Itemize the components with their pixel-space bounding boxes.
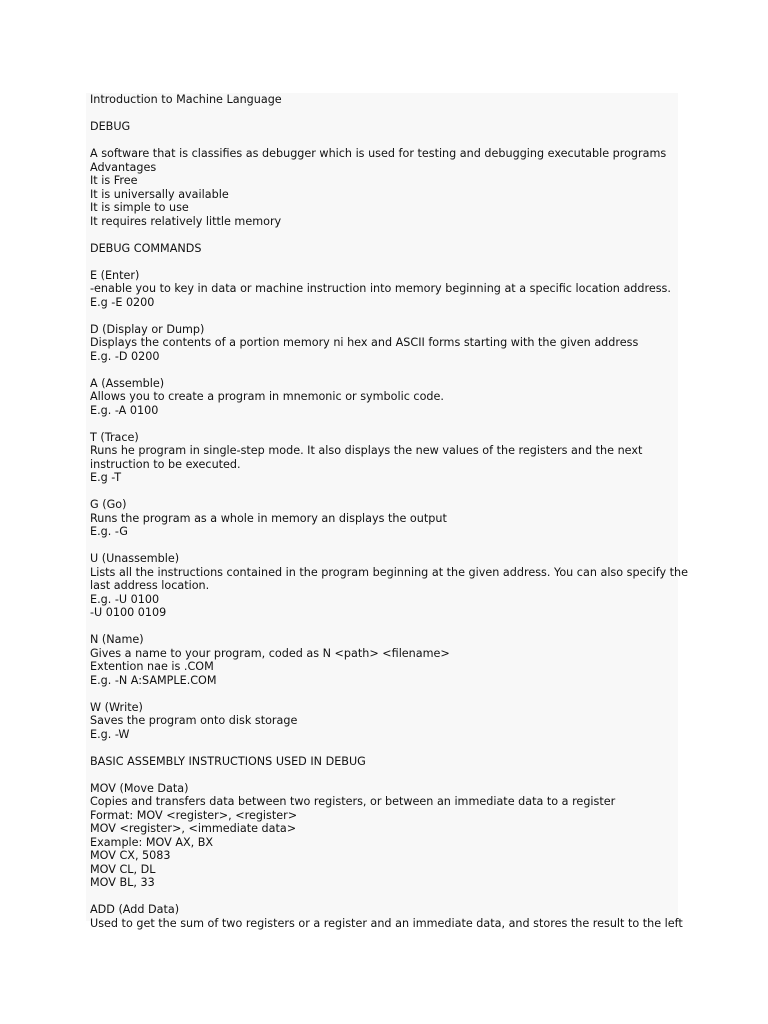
blank-line: [90, 687, 674, 701]
blank-line: [90, 107, 674, 121]
section-heading: W (Write): [90, 700, 143, 714]
blank-line: [90, 255, 674, 269]
section-heading: ADD (Add Data): [90, 903, 180, 916]
section-heading: MOV (Move Data): [90, 781, 189, 795]
section-line: Lists all the instructions contained in the program beginning at the given address. You can also specify the: [90, 565, 689, 579]
section-line: E.g. -N A:SAMPLE.COM: [90, 673, 217, 687]
section-line: It is simple to use: [90, 201, 189, 214]
section-line: -U 0100 0109: [90, 606, 167, 619]
section-heading: BASIC ASSEMBLY INSTRUCTIONS USED IN DEBUG: [90, 754, 366, 768]
section-heading: U (Unassemble): [90, 552, 180, 565]
document-section: [90, 903, 683, 930]
section-line: instruction to be executed.: [90, 457, 241, 471]
section-line: It requires relatively little memory: [90, 214, 282, 228]
document-section: [90, 323, 674, 377]
blank-line: [90, 228, 674, 242]
blank-line: [90, 363, 674, 377]
blank-line: [90, 620, 674, 634]
section-line: Used to get the sum of two registers or a register and an immediate data, and stores the result to the left: [90, 916, 683, 930]
section-line: Copies and transfers data between two registers, or between an immediate data to a register: [90, 795, 616, 808]
blank-line: [90, 890, 674, 904]
section-line: E.g. -A 0100: [90, 403, 159, 417]
section-heading: E (Enter): [90, 268, 140, 282]
section-line: MOV BL, 33: [90, 876, 155, 889]
document-section: [90, 498, 674, 552]
document-section: [90, 269, 674, 323]
document-section: [90, 242, 674, 269]
section-line: E.g. -W: [90, 727, 130, 741]
blank-line: [90, 741, 674, 755]
section-line: Format: MOV <register>, <register>: [90, 808, 298, 822]
section-heading: D (Display or Dump): [90, 322, 205, 336]
document-text-panel: [86, 93, 689, 930]
document-section: [90, 701, 674, 755]
section-line: Allows you to create a program in mnemonic or symbolic code.: [90, 390, 444, 403]
section-line: Saves the program onto disk storage: [90, 714, 298, 727]
section-heading: G (Go): [90, 498, 127, 511]
section-heading: A (Assemble): [90, 376, 165, 390]
section-heading: DEBUG: [90, 120, 131, 133]
section-line: It is universally available: [90, 187, 229, 201]
section-line: Displays the contents of a portion memory ni hex and ASCII forms starting with the given address: [90, 336, 639, 349]
document-section: [90, 147, 674, 242]
blank-line: [90, 485, 674, 499]
section-line: -enable you to key in data or machine instruction into memory beginning at a specific location address.: [90, 282, 671, 295]
section-heading: T (Trace): [90, 430, 139, 444]
section-line: E.g. -D 0200: [90, 349, 160, 363]
document-content: [86, 93, 689, 930]
document-section: [90, 377, 674, 431]
section-line: Runs the program as a whole in memory an displays the output: [90, 511, 447, 525]
document-section: [90, 755, 674, 782]
section-heading: N (Name): [90, 633, 144, 646]
document-section: [90, 120, 674, 147]
section-line: MOV CL, DL: [90, 862, 156, 876]
section-line: E.g -E 0200: [90, 295, 155, 309]
section-line: E.g -T: [90, 471, 122, 484]
blank-line: [90, 539, 674, 553]
section-line: E.g. -U 0100: [90, 592, 160, 606]
document-section: [90, 552, 689, 633]
blank-line: [90, 768, 674, 782]
section-line: E.g. -G: [90, 525, 128, 538]
section-line: Example: MOV AX, BX: [90, 835, 214, 849]
document-title: Introduction to Machine Language: [90, 93, 282, 106]
section-line: Extention nae is .COM: [90, 660, 214, 673]
section-line: MOV CX, 5083: [90, 849, 171, 862]
document-section: [90, 633, 674, 701]
blank-line: [90, 309, 674, 323]
document-section: [90, 431, 674, 499]
blank-line: [90, 417, 674, 431]
section-line: Gives a name to your program, coded as N <path> <filename>: [90, 646, 450, 660]
document-sections: [90, 120, 689, 930]
blank-line: [90, 134, 674, 148]
section-line: Runs he program in single-step mode. It also displays the new values of the registers and the next: [90, 444, 643, 457]
section-heading: DEBUG COMMANDS: [90, 241, 202, 255]
document-section: [90, 782, 674, 904]
section-line: Advantages: [90, 160, 157, 174]
section-line: It is Free: [90, 174, 138, 187]
section-line: A software that is classifies as debugger which is used for testing and debugging executable programs: [90, 147, 667, 160]
section-line: last address location.: [90, 579, 210, 592]
section-line: MOV <register>, <immediate data>: [90, 822, 297, 835]
